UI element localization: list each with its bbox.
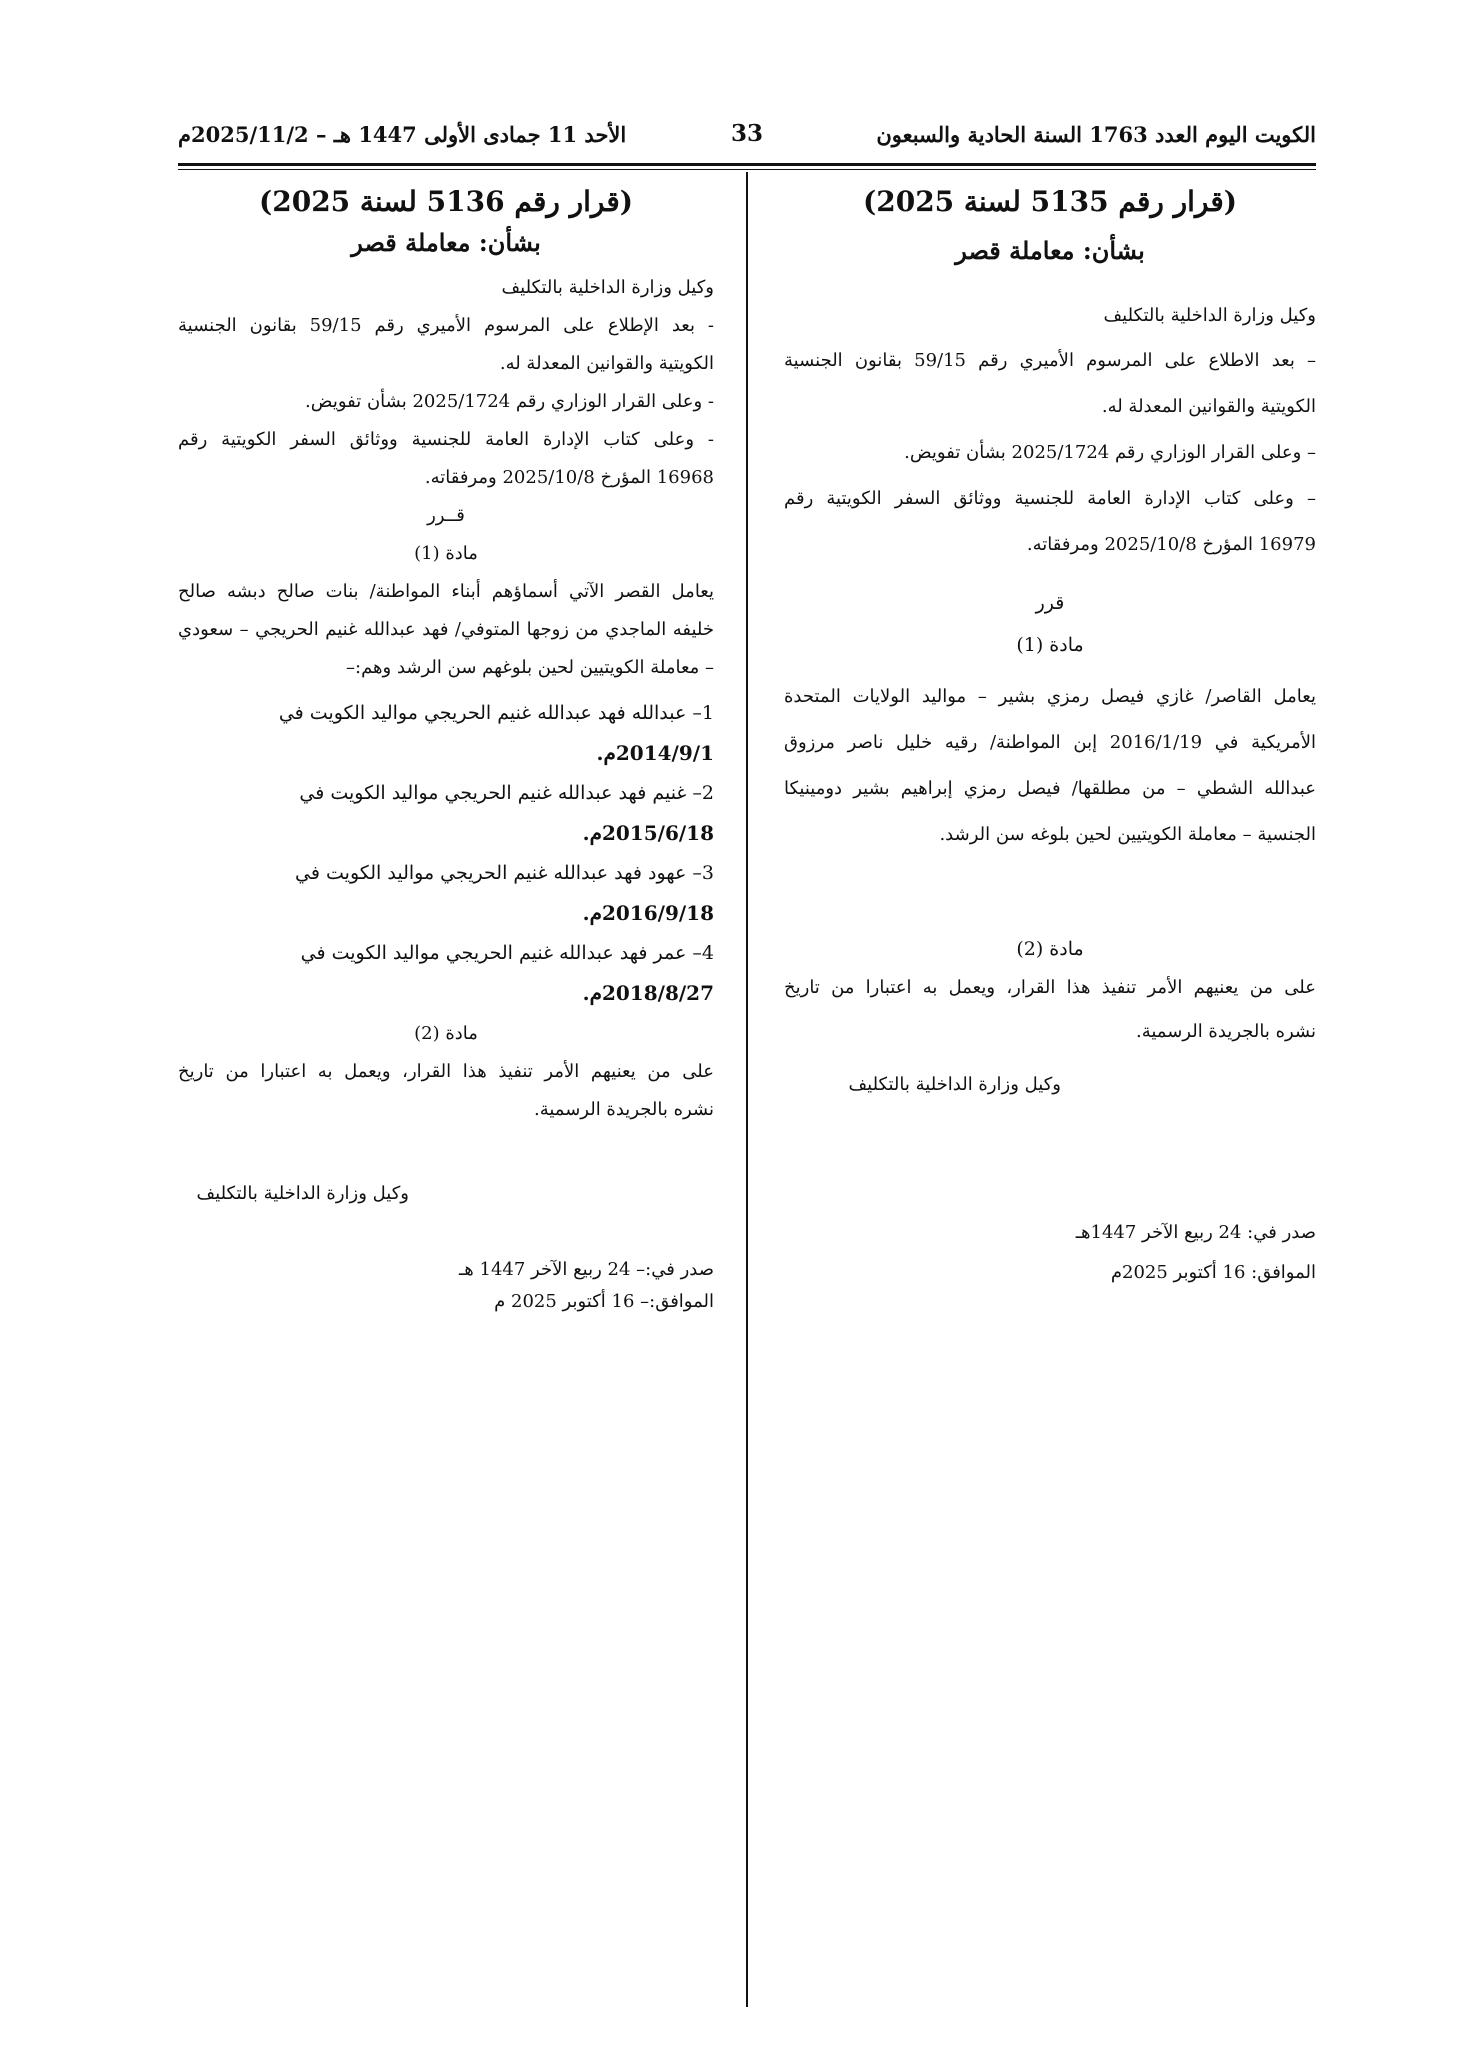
recital-line: – بعد الاطلاع على المرسوم الأميري رقم 59/15 بقانون الجنسية [784, 350, 1316, 371]
article-heading: مادة (1) [1016, 634, 1084, 656]
issued-date: صدر في: 24 ربيع الآخر 1447هـ [1075, 1222, 1316, 1243]
recital-line: – وعلى كتاب الإدارة العامة للجنسية ووثائق السفر الكويتية رقم [784, 488, 1316, 509]
article-line: على من يعنيهم الأمر تنفيذ هذا القرار، ويعمل به اعتبارا من تاريخ [784, 977, 1316, 998]
issue-date [784, 1213, 1316, 1293]
column-divider [746, 172, 748, 2007]
list-item-date: 2015/6/18م. [582, 821, 714, 845]
authority-line: وكيل وزارة الداخلية بالتكليف [1103, 305, 1316, 326]
list-item: 1– عبدالله فهد عبدالله غنيم الحريجي مواليد الكويت في [278, 702, 714, 724]
article-heading: مادة (2) [1016, 938, 1084, 960]
decision-5135 [784, 185, 1316, 1293]
header-rule [178, 163, 1316, 166]
decision-5136 [178, 185, 714, 1318]
article-2-body [178, 1015, 714, 1129]
header-publication: الكويت اليوم العدد 1763 السنة الحادية والسبعون [876, 122, 1316, 147]
article-line: عبدالله الشطي – من مطلقها/ فيصل رمزي إبراهيم بشير دومينيكا [784, 778, 1316, 799]
list-item: 3– عهود فهد عبدالله غنيم الحريجي مواليد الكويت في [295, 862, 714, 884]
article-line: على من يعنيهم الأمر تنفيذ هذا القرار، ويعمل به اعتبارا من تاريخ [178, 1061, 714, 1082]
decided-heading: قرر [1035, 592, 1065, 614]
issue-date [178, 1254, 714, 1318]
issued-date: صدر في:– 24 ربيع الآخر 1447 هـ [459, 1259, 714, 1280]
page-header [178, 118, 1316, 156]
corresponding-date: الموافق:– 16 أكتوبر 2025 م [494, 1291, 714, 1312]
authority-line: وكيل وزارة الداخلية بالتكليف [501, 277, 714, 298]
list-item-date: 2016/9/18م. [582, 901, 714, 925]
decision-subject: بشأن: معاملة قصر [351, 228, 541, 257]
recital-line: 16968 المؤرخ 2025/10/8 ومرفقاته. [424, 467, 714, 488]
article-line: يعامل القاصر/ غازي فيصل رمزي بشير – مواليد الولايات المتحدة [784, 686, 1316, 707]
recital-line: 16979 المؤرخ 2025/10/8 ومرفقاته. [1026, 534, 1316, 555]
decision-title: (قرار رقم 5135 لسنة 2025) [862, 185, 1237, 218]
list-item-date: 2014/9/1م. [596, 741, 714, 765]
decided-heading: قــرر [427, 505, 465, 526]
recital-line: - بعد الإطلاع على المرسوم الأميري رقم 59/15 بقانون الجنسية [178, 315, 714, 336]
article-line: الأمريكية في 2016/1/19 إبن المواطنة/ رقيه خليل ناصر مرزوق [784, 732, 1316, 753]
article-line: خليفه الماجدي من زوجها المتوفي/ فهد عبدالله غنيم الحريجي – سعودي [178, 619, 714, 640]
article-heading: مادة (1) [414, 543, 478, 564]
list-item: 4– عمر فهد عبدالله غنيم الحريجي مواليد الكويت في [300, 942, 714, 964]
article-line: الجنسية – معاملة الكويتيين لحين بلوغه سن الرشد. [939, 824, 1316, 845]
article-line: نشره بالجريدة الرسمية. [534, 1099, 714, 1120]
decision-subject: بشأن: معاملة قصر [955, 236, 1145, 265]
decision-title: (قرار رقم 5136 لسنة 2025) [258, 185, 633, 218]
list-item: 2– غنيم فهد عبدالله غنيم الحريجي مواليد الكويت في [299, 782, 714, 804]
article-1-body [784, 674, 1316, 858]
signature: وكيل وزارة الداخلية بالتكليف [848, 1074, 1061, 1095]
corresponding-date: الموافق: 16 أكتوبر 2025م [1110, 1262, 1316, 1283]
recitals [178, 269, 714, 687]
recital-line: - وعلى القرار الوزاري رقم 2025/1724 بشأن تفويض. [305, 391, 714, 412]
recital-line: - وعلى كتاب الإدارة العامة للجنسية ووثائق السفر الكويتية رقم [178, 429, 714, 450]
page-number: 33 [730, 120, 764, 147]
article-line: نشره بالجريدة الرسمية. [1136, 1021, 1316, 1042]
list-item-date: 2018/8/27م. [582, 981, 714, 1005]
signature: وكيل وزارة الداخلية بالتكليف [196, 1183, 409, 1204]
article-heading: مادة (2) [414, 1023, 478, 1044]
recitals [784, 338, 1316, 568]
recital-line: الكويتية والقوانين المعدلة له. [1101, 396, 1316, 417]
recital-line: – وعلى القرار الوزاري رقم 2025/1724 بشأن تفويض. [904, 442, 1316, 463]
header-rule-thin [178, 169, 1316, 170]
article-2-body [784, 966, 1316, 1054]
article-line: – معاملة الكويتيين لحين بلوغهم سن الرشد وهم:– [346, 657, 714, 678]
article-line: يعامل القصر الآتي أسماؤهم أبناء المواطنة/ بنات صالح دبشه صالح [178, 581, 714, 602]
recital-line: الكويتية والقوانين المعدلة له. [499, 353, 714, 374]
minors-list [178, 693, 714, 1013]
header-date: الأحد 11 جمادى الأولى 1447 هـ – 2025/11/2م [178, 122, 627, 147]
